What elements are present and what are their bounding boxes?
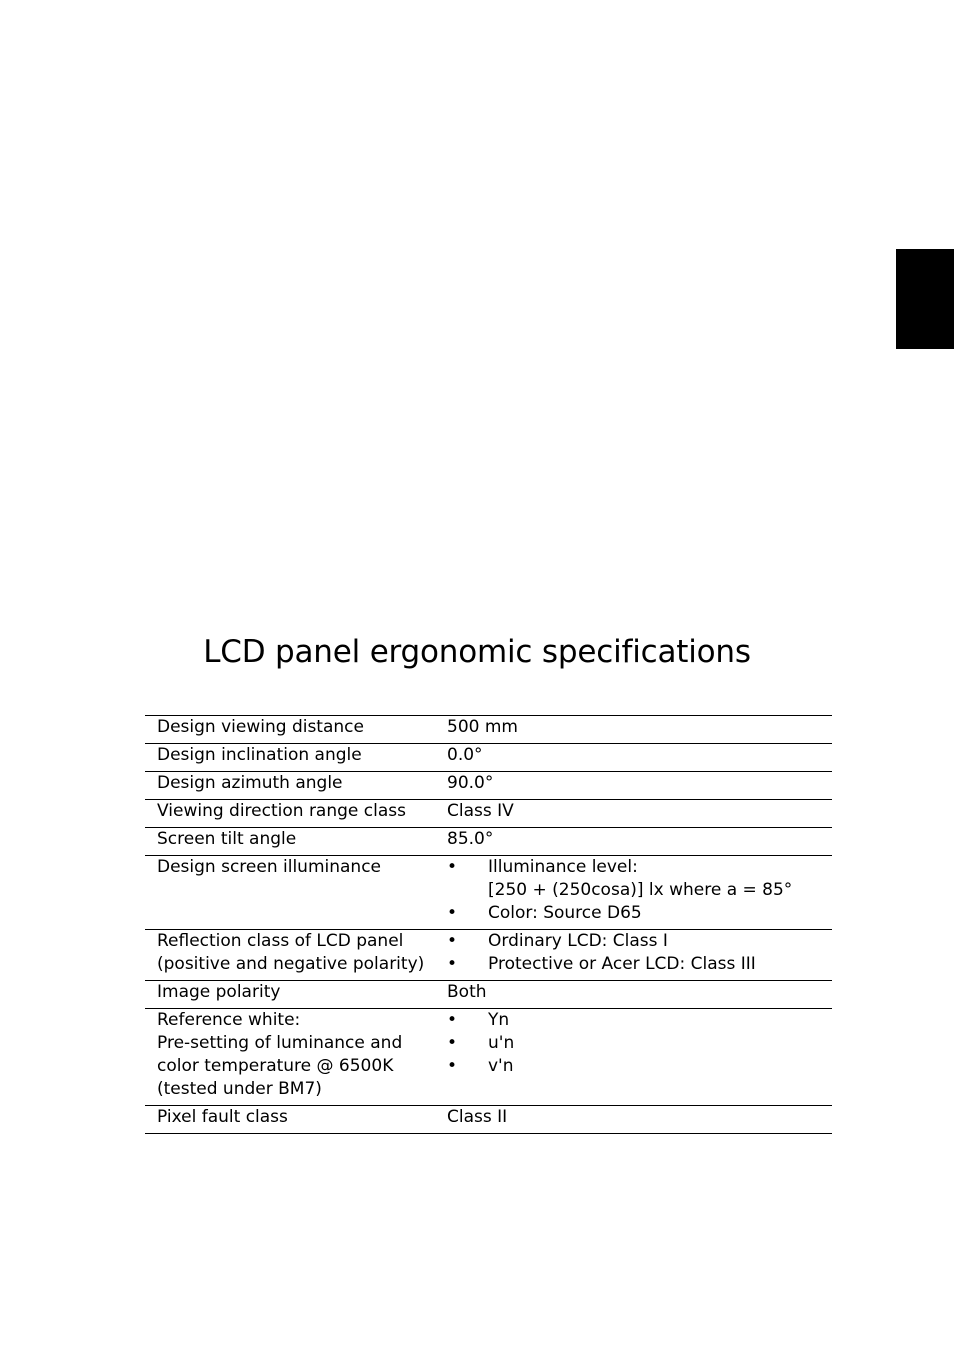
bullet-icon: • [447,857,458,877]
param-cell [145,930,447,981]
param-label: Reflection class of LCD panel [157,931,404,951]
param-cell [145,828,447,856]
list-item [447,902,832,925]
param-cell [145,800,447,828]
list-item [447,930,832,953]
value-text: 85.0° [447,829,494,849]
page-title: LCD panel ergonomic specifications [203,634,751,670]
list-item [447,953,832,976]
param-cell [145,856,447,930]
bullet-text: u'n [488,1033,515,1053]
param-cell [145,1106,447,1134]
param-label: Design viewing distance [157,717,364,737]
value-cell [447,716,832,744]
param-cell [145,1009,447,1106]
value-cell [447,800,832,828]
list-item [447,1009,832,1032]
value-text: Class II [447,1107,508,1127]
bullet-text: Ordinary LCD: Class I [488,931,668,951]
bullet-icon: • [447,903,458,923]
param-label: Image polarity [157,982,281,1002]
bullet-text: Illuminance level: [488,857,638,877]
param-label: Design azimuth angle [157,773,343,793]
table-row [145,1106,832,1134]
bullet-text: Yn [488,1010,510,1030]
param-label: Pre-setting of luminance and [157,1033,403,1053]
list-item [447,1055,832,1078]
bullet-list [447,856,832,925]
bullet-icon: • [447,1033,458,1053]
table-row [145,981,832,1009]
bullet-icon: • [447,931,458,951]
table-row [145,828,832,856]
table-row [145,800,832,828]
value-cell [447,981,832,1009]
value-cell [447,1106,832,1134]
value-text: Both [447,982,487,1002]
table-row [145,716,832,744]
value-text: 500 mm [447,717,518,737]
table-row [145,772,832,800]
value-text: 0.0° [447,745,483,765]
param-label: Pixel fault class [157,1107,288,1127]
value-cell [447,1009,832,1106]
bullet-icon: • [447,954,458,974]
value-text: Class IV [447,801,514,821]
value-cell [447,856,832,930]
bullet-text: v'n [488,1056,514,1076]
list-item [447,1032,832,1055]
param-cell [145,772,447,800]
value-text: 90.0° [447,773,494,793]
bullet-list [447,1009,832,1078]
value-cell [447,930,832,981]
param-label: Design screen illuminance [157,857,382,877]
param-cell [145,981,447,1009]
param-label: (tested under BM7) [157,1079,322,1099]
table-row [145,1009,832,1106]
bullet-text: Color: Source D65 [488,903,642,923]
param-cell [145,716,447,744]
table-row [145,930,832,981]
param-label: Reference white: [157,1010,301,1030]
value-cell [447,828,832,856]
value-cell [447,744,832,772]
param-label: Viewing direction range class [157,801,406,821]
ergonomic-spec-table [145,715,832,1134]
bullet-list [447,930,832,976]
chapter-side-tab [896,249,954,349]
table-row [145,856,832,930]
bullet-icon: • [447,1056,458,1076]
bullet-icon: • [447,1010,458,1030]
table-row [145,744,832,772]
param-label: Screen tilt angle [157,829,297,849]
param-label: (positive and negative polarity) [157,954,425,974]
param-cell [145,744,447,772]
param-label: Design inclination angle [157,745,362,765]
value-cell [447,772,832,800]
list-item [447,856,832,902]
bullet-text: [250 + (250cosa)] lx where a = 85° [488,880,793,900]
param-label: color temperature @ 6500K [157,1056,394,1076]
bullet-text: Protective or Acer LCD: Class III [488,954,756,974]
